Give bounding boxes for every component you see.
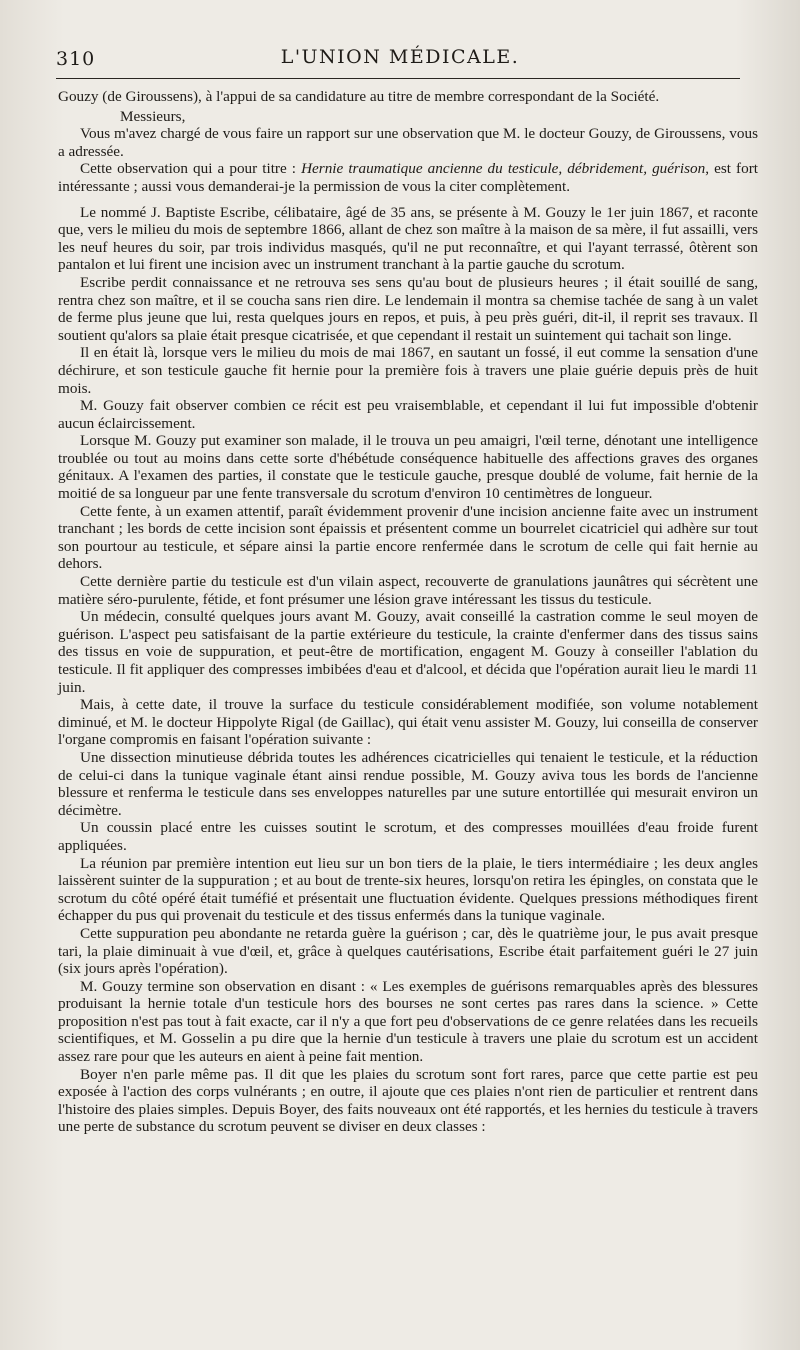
paragraph: Mais, à cette date, il trouve la surface du testicule considérablement modifiée, son volume notablement diminué, et M. le docteur Hippolyte Rigal (de Gaillac), qui était venu assister M. Gouzy, lui conseilla de conserver l'organe compromis en faisant l'opération suivante : [58, 696, 758, 749]
paragraph: Le nommé J. Baptiste Escribe, célibataire, âgé de 35 ans, se présente à M. Gouzy le 1er juin 1867, et raconte que, vers le milieu du mois de septembre 1866, allant de chez son maître à la maison de sa mère, il fut assailli, vers les neuf heures du soir, par trois individus masqués, qu'il ne put reconnaître, et qui l'ayant terrassé, ôtèrent son pantalon et lui firent une incision avec un instrument tranchant à la partie gauche du scrotum. [58, 203, 758, 274]
paragraph: Cette dernière partie du testicule est d'un vilain aspect, recouverte de granulations jaunâtres qui sécrètent une matière séro-purulente, fétide, et font présumer une lésion grave intéressant les tissus du testicule. [58, 573, 758, 608]
paragraph: Lorsque M. Gouzy put examiner son malade, il le trouva un peu amaigri, l'œil terne, dénotant une intelligence troublée ou tout au moins dans cette sorte d'hébétude conséquence habituelle des affections graves des organes génitaux. A l'examen des parties, il constate que le testicule gauche, presque doublé de volume, fait hernie de la moitié de sa longueur par une fente transversale du scrotum d'environ 10 centimètres de longueur. [58, 432, 758, 503]
observation-title: Hernie traumatique ancienne du testicule, débridement, guérison [301, 160, 706, 178]
paragraph: Un coussin placé entre les cuisses soutint le scrotum, et des compresses mouillées d'eau froide furent appliquées. [58, 819, 758, 854]
paragraph-tail: , est fort intéressante ; aussi vous demanderai-je la permission de vous la citer complètement. [58, 160, 758, 195]
paragraph: Gouzy (de Giroussens), à l'appui de sa candidature au titre de membre correspondant de la Société. [58, 88, 660, 105]
paragraph: Un médecin, consulté quelques jours avant M. Gouzy, avait conseillé la castration comme le seul moyen de guérison. L'aspect peu satisfaisant de la partie extérieure du testicule, la crainte d'enfermer dans des tissus sains des tissus en voie de suppuration, et peut-être de mortification, engagent M. Gouzy à conseiller l'ablation du testicule. Il fit appliquer des compresses imbibées d'eau et d'alcool, et décida que l'opération aurait lieu le mardi 11 juin. [58, 608, 758, 696]
page-header [52, 40, 748, 70]
salutation: Messieurs, [120, 107, 186, 125]
paragraph: Une dissection minutieuse débrida toutes les adhérences cicatricielles qui tenaient le testicule, et la réduction de celui-ci dans la tunique vaginale étant ainsi rendue possible, M. Gouzy aviva tous les bords de l'ancienne blessure et renferma le testicule dans ses enveloppes naturelles par une suture entortillée qui mesurait environ un décimètre. [58, 748, 758, 819]
paragraph: Vous m'avez chargé de vous faire un rapport sur une observation que M. le docteur Gouzy, de Giroussens, vous a adressée. [58, 125, 758, 160]
paragraph: Cette suppuration peu abondante ne retarda guère la guérison ; car, dès le quatrième jour, le pus avait presque tari, la plaie diminuait à vue d'œil, et, grâce à quelques cautérisations, Escribe était parfaitement guéri le 27 juin (six jours après l'opération). [58, 924, 758, 978]
paragraph: Boyer n'en parle même pas. Il dit que les plaies du scrotum sont fort rares, parce que cette partie est peu exposée à l'action des corps vulnérants ; en outre, il ajoute que ces plaies n'ont rien de particulier et rentrent dans l'histoire des plaies simples. Depuis Boyer, des faits nouveaux ont été rapportés, et les hernies du testicule à travers une perte de substance du scrotum peuvent se diviser en deux classes : [58, 1065, 758, 1136]
paragraph: La réunion par première intention eut lieu sur un bon tiers de la plaie, le tiers intermédiaire ; les deux angles laissèrent suinter de la suppuration ; et au bout de trente-six heures, lorsqu'on retira les épingles, on constata que le scrotum du côté opéré était tuméfié et présentait une fluctuation évidente. Quelques pressions méthodiques firent échapper du pus qui provenait du testicule et des tissus enfermés dans la tunique vaginale. [58, 854, 758, 925]
paragraph: M. Gouzy termine son observation en disant : « Les exemples de guérisons remarquables après des blessures produisant la hernie totale d'un testicule hors des bourses ne sont certes pas rares dans la science. » Cette proposition n'est pas tout à fait exacte, car il n'y a que fort peu d'observations de ce genre relatées dans les recueils scientifiques, et M. Gosselin a pu dire que la hernie d'un testicule à travers une plaie du scrotum est un accident assez rare pour que les auteurs en aient à peine fait mention. [58, 977, 758, 1066]
header-rule [56, 78, 740, 79]
article-body [58, 88, 758, 1136]
paragraph: Cette fente, à un examen attentif, paraît évidemment provenir d'une incision ancienne faite avec un instrument tranchant ; les bords de cette incision sont épaissis et présentent comme un bourrelet cicatriciel qui adhère sur tout son pourtour au testicule, et sépare ainsi la partie encore renfermée dans le scrotum de celle qui fait hernie au dehors. [58, 502, 758, 573]
page-number: 310 [56, 48, 96, 70]
paragraph: M. Gouzy fait observer combien ce récit est peu vraisemblable, et cependant il lui fut impossible d'obtenir aucun éclaircissement. [58, 397, 758, 432]
paragraph [58, 160, 758, 195]
paragraph: Il en était là, lorsque vers le milieu du mois de mai 1867, en sautant un fossé, il eut comme la sensation d'une déchirure, et son testicule gauche fit hernie pour la première fois à travers une plaie guérie depuis près de huit mois. [58, 344, 758, 397]
paragraph: Escribe perdit connaissance et ne retrouva ses sens qu'au bout de plusieurs heures ; il était souillé de sang, rentra chez son maître, et il se coucha sans rien dire. Le lendemain il montra sa chemise tachée de sang à un valet de ferme plus jeune que lui, resta quelques jours en repos, et puis, à peu près guéri, dit-il, il reprit ses travaux. Il soutient qu'alors sa plaie était presque cicatrisée, et que cependant il restait un suintement qui tachait son linge. [58, 273, 758, 344]
running-title: L'UNION MÉDICALE. [280, 46, 520, 68]
paragraph-lead: Cette observation qui a pour titre : [80, 160, 302, 178]
